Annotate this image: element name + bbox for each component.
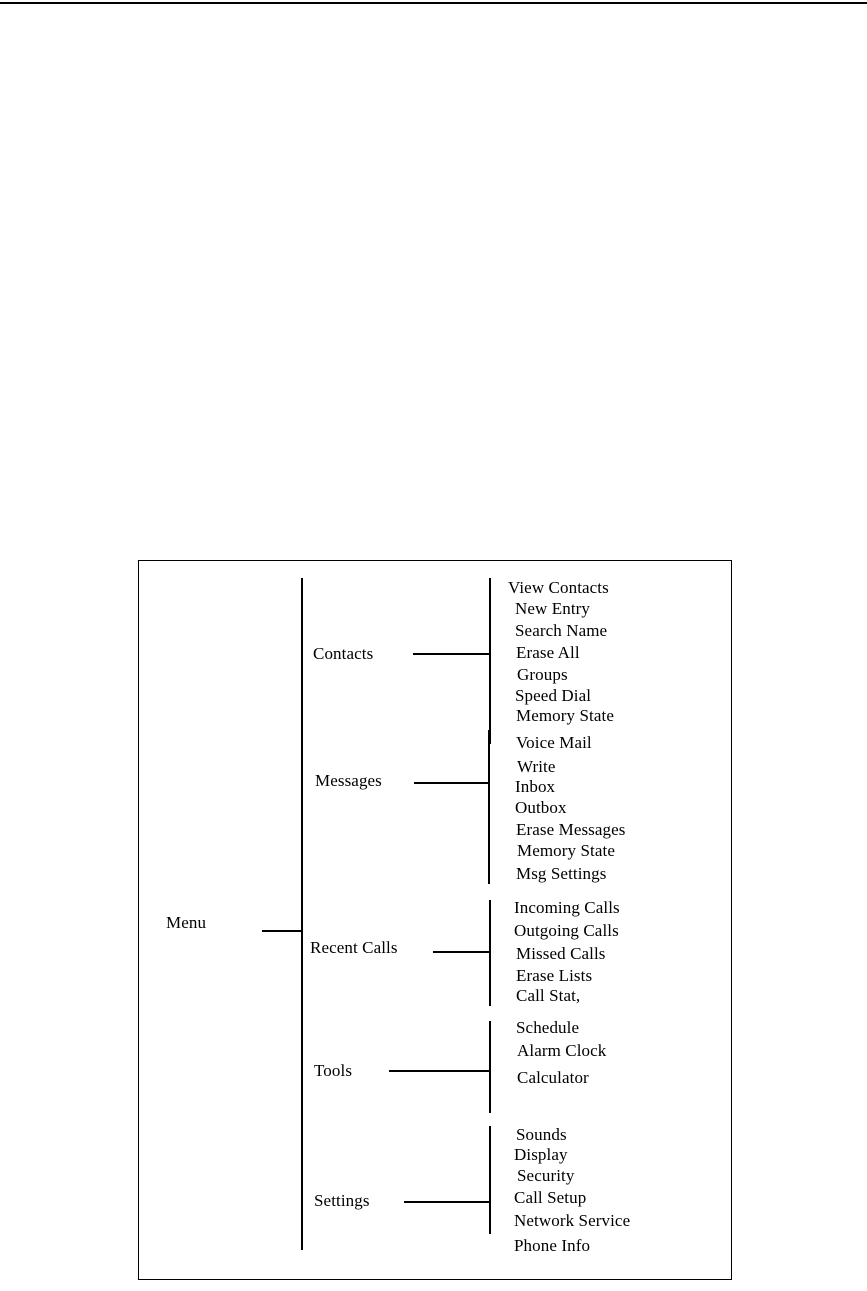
tools-connector xyxy=(389,1070,490,1072)
recent-calls-item: Erase Lists xyxy=(516,966,593,985)
contacts-item: Groups xyxy=(517,665,568,684)
settings-bracket xyxy=(489,1126,491,1234)
contacts-item: View Contacts xyxy=(508,578,609,597)
settings-item: Phone Info xyxy=(514,1236,591,1255)
recent-calls-bracket xyxy=(489,900,491,1006)
tools-item: Calculator xyxy=(517,1068,589,1087)
contacts-item: Search Name xyxy=(515,621,608,640)
settings-item: Network Service xyxy=(514,1211,631,1230)
recent-calls-item: Call Stat, xyxy=(516,986,581,1005)
main-trunk-line xyxy=(301,578,303,1250)
settings-connector xyxy=(404,1201,490,1203)
messages-item: Voice Mail xyxy=(516,733,592,752)
messages-item: Inbox xyxy=(515,777,556,796)
settings-item: Display xyxy=(514,1145,568,1164)
category-settings: Settings xyxy=(314,1191,370,1210)
root-connector xyxy=(262,930,302,932)
category-contacts: Contacts xyxy=(313,644,374,663)
messages-item: Memory State xyxy=(517,841,615,860)
category-recent-calls: Recent Calls xyxy=(310,938,398,957)
settings-item: Security xyxy=(517,1166,575,1185)
settings-item: Call Setup xyxy=(514,1188,587,1207)
recent-calls-connector xyxy=(433,951,490,953)
contacts-item: Memory State xyxy=(516,706,614,725)
tools-item: Schedule xyxy=(516,1018,580,1037)
tools-bracket xyxy=(489,1021,491,1113)
contacts-bracket xyxy=(489,578,491,744)
messages-bracket xyxy=(488,730,490,884)
page-header-rule xyxy=(0,2,867,4)
messages-item: Erase Messages xyxy=(516,820,626,839)
tools-item: Alarm Clock xyxy=(517,1041,607,1060)
messages-item: Msg Settings xyxy=(516,864,607,883)
contacts-connector xyxy=(413,653,491,655)
contacts-item: New Entry xyxy=(515,599,591,618)
recent-calls-item: Missed Calls xyxy=(516,944,606,963)
menu-tree-frame xyxy=(138,560,732,1280)
root-menu-label: Menu xyxy=(166,913,207,932)
messages-item: Outbox xyxy=(515,798,567,817)
contacts-item: Speed Dial xyxy=(515,686,592,705)
category-messages: Messages xyxy=(315,771,382,790)
recent-calls-item: Incoming Calls xyxy=(514,898,620,917)
recent-calls-item: Outgoing Calls xyxy=(514,921,619,940)
settings-item: Sounds xyxy=(516,1125,567,1144)
messages-connector xyxy=(414,782,490,784)
contacts-item: Erase All xyxy=(516,643,580,662)
messages-item: Write xyxy=(517,757,556,776)
category-tools: Tools xyxy=(314,1061,353,1080)
